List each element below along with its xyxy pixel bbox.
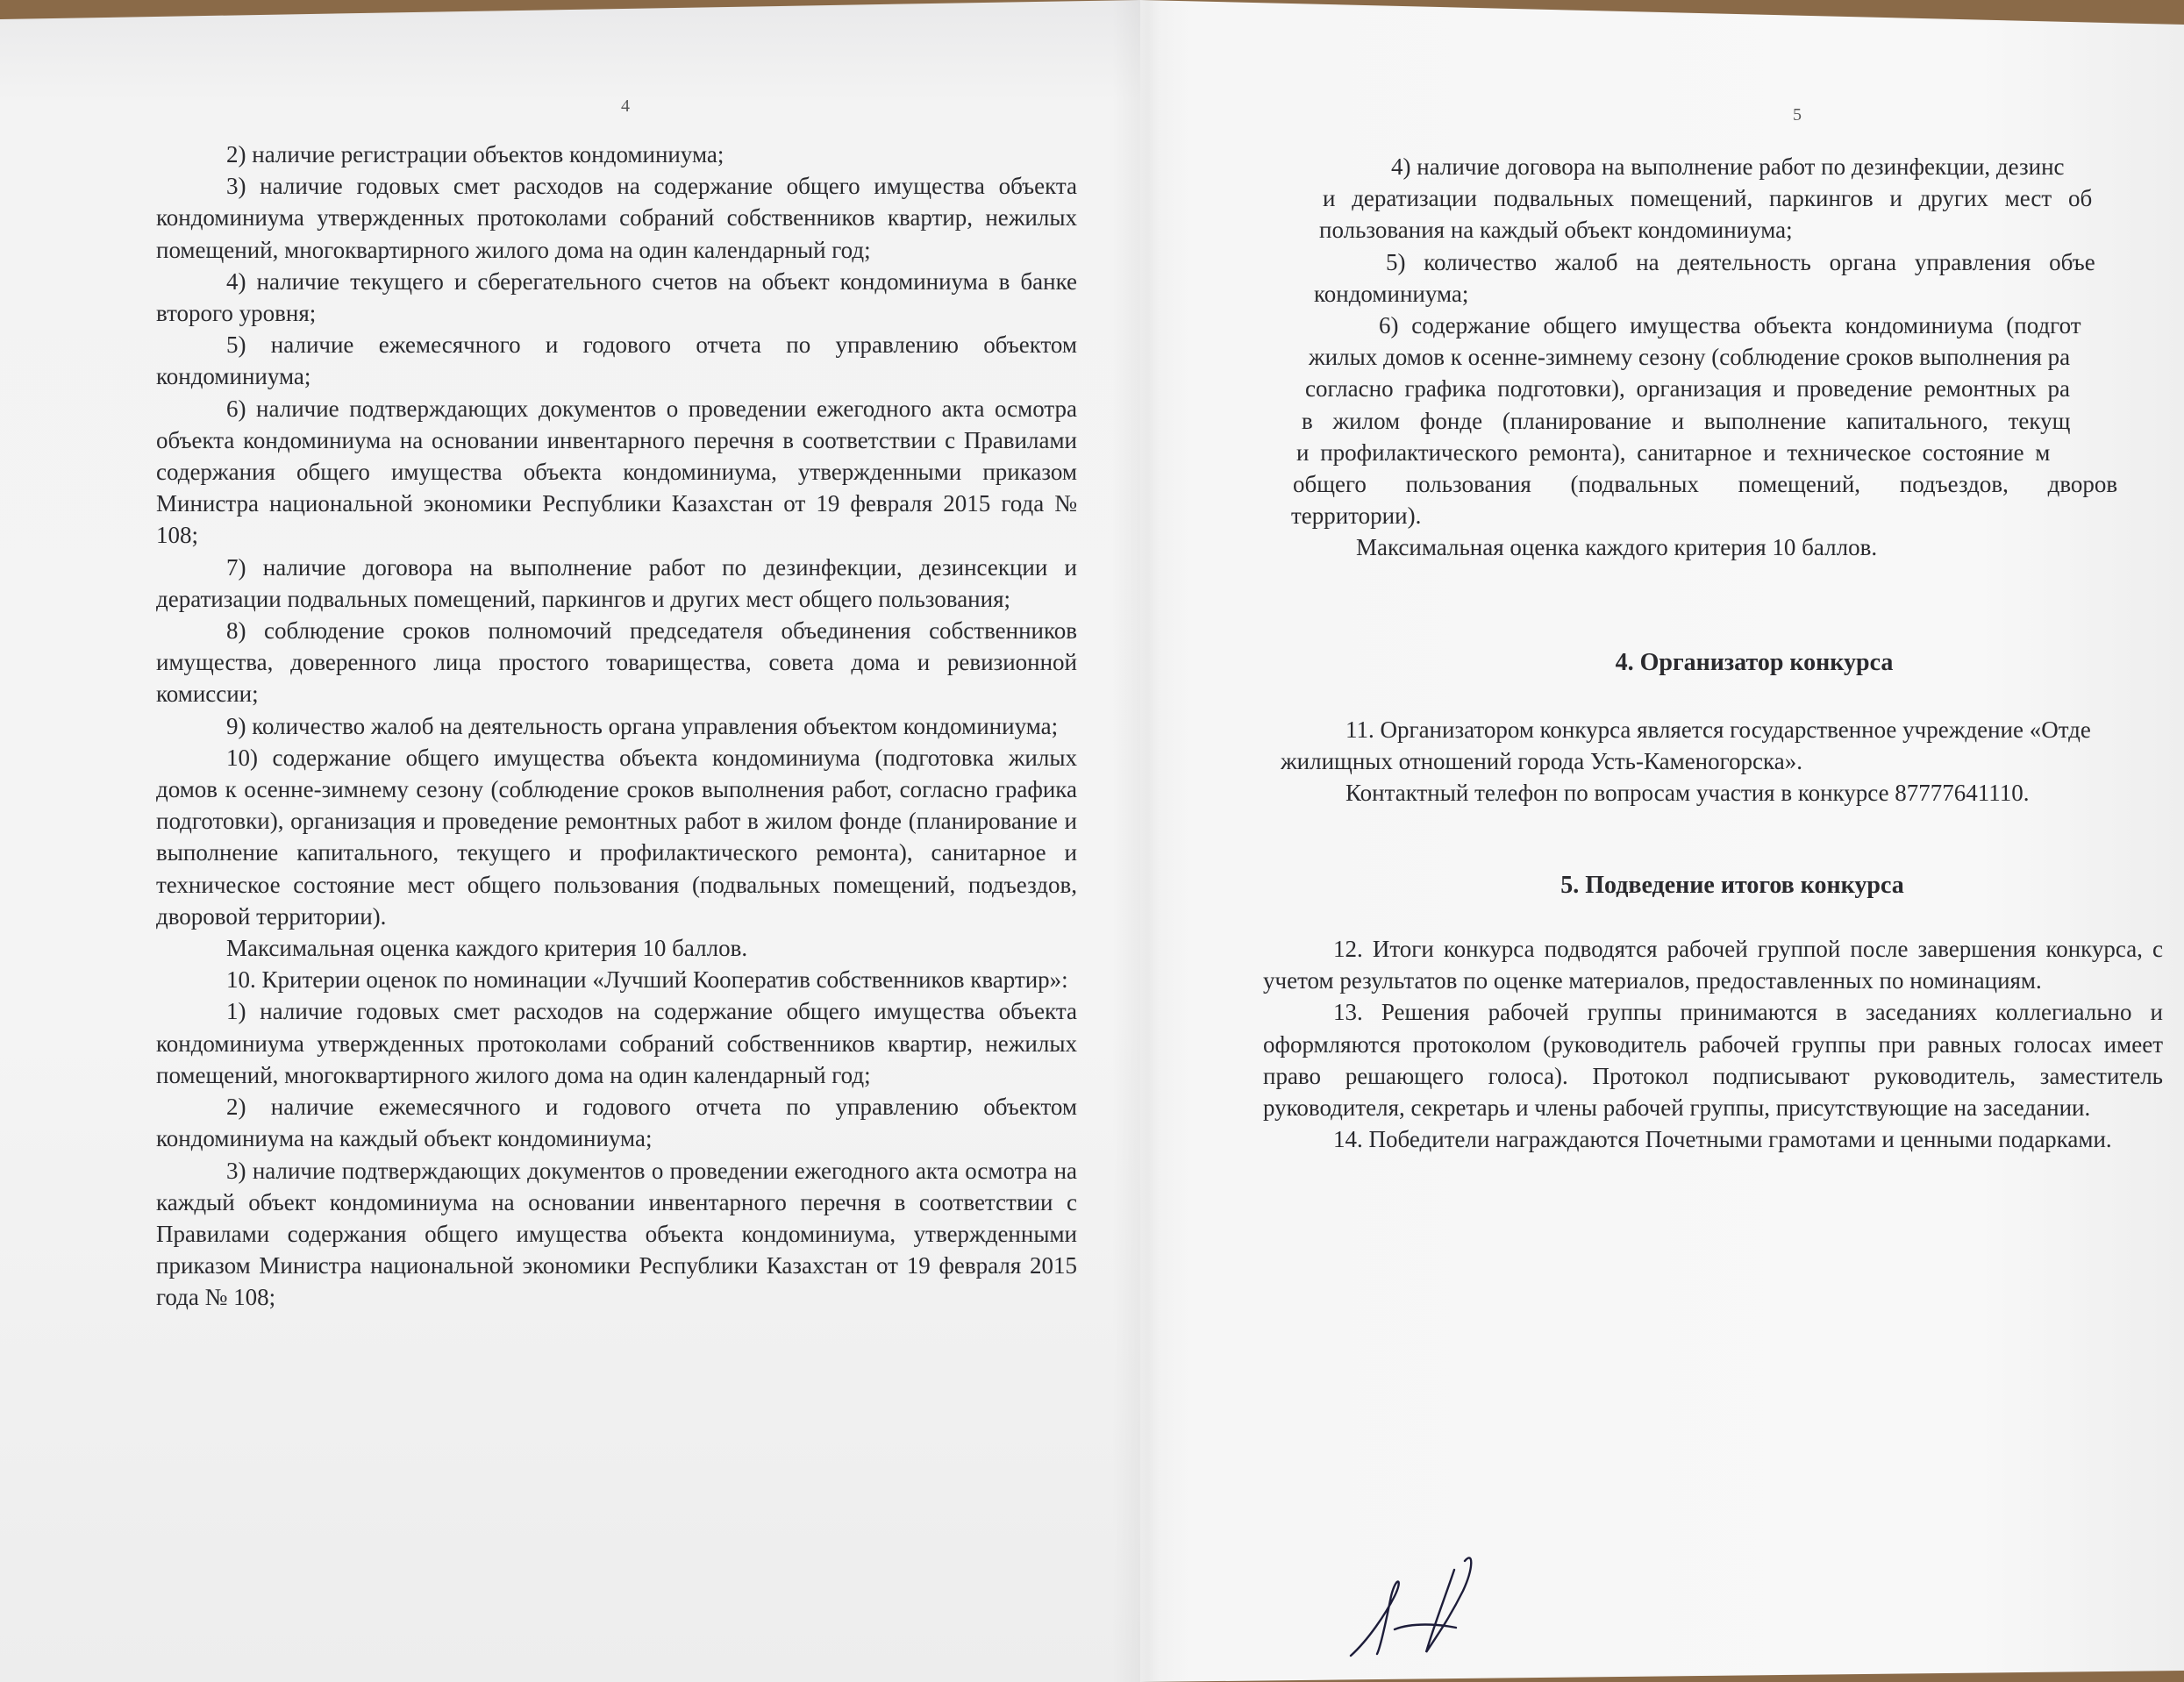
section-5-text <box>1263 933 2163 1155</box>
left-page-text <box>156 139 1077 1314</box>
paragraph: 8) соблюдение сроков полномочий председателя объединения собственников имущества, доверенного лица простого товарищества, совета дома и ревизионной комиссии; <box>156 617 1077 708</box>
paragraph: 2) наличие регистрации объектов кондоминиума; <box>226 141 724 167</box>
section-4-text <box>1281 714 2184 809</box>
left-page-number: 4 <box>621 96 630 116</box>
paragraph: Максимальная оценка каждого критерия 10 баллов. <box>226 935 748 962</box>
paragraph: 7) наличие договора на выполнение работ по дезинфекции, дезинсекции и дератизации подвальных помещений, паркингов и других мест общего пользования; <box>156 553 1077 612</box>
section-heading: 5. Подведение итогов конкурса <box>1560 872 1904 899</box>
text-line: 11. Организатором конкурса является государственное учреждение «Отде <box>1345 716 2091 743</box>
paragraph: 3) наличие годовых смет расходов на содержание общего имущества объекта кондоминиума утвержденных протоколами собраний собственников квартир, нежилых помещений, многоквартирного жилого дома на один календарный год; <box>156 173 1077 263</box>
text-line: территории). <box>1291 502 1422 530</box>
paragraph: 1) наличие годовых смет расходов на содержание общего имущества объекта кондоминиума утвержденных протоколами собраний собственников квартир, нежилых помещений, многоквартирного жилого дома на один календарный год; <box>156 998 1077 1088</box>
paragraph: 9) количество жалоб на деятельность органа управления объектом кондоминиума; <box>226 712 1059 739</box>
text-line: кондоминиума; <box>1314 280 1469 307</box>
text-line: 5) количество жалоб на деятельность органа управления объе <box>1386 248 2095 275</box>
paragraph: 5) наличие ежемесячного и годового отчета по управлению объектом кондоминиума; <box>156 331 1077 390</box>
text-line: 4) наличие договора на выполнение работ по дезинфекции, дезинс <box>1391 153 2065 180</box>
paragraph: 6) наличие подтверждающих документов о проведении ежегодного акта осмотра объекта кондоминиума на основании инвентарного перечня в соответствии с Правилами содержания общего имущества объекта кондоминиума, утвержденными приказом Министра национальной экономики Республики Казахстан от 19 февраля 2015 года № 108; <box>156 395 1077 549</box>
section-heading: 4. Организатор конкурса <box>1615 649 1894 676</box>
text-line: Максимальная оценка каждого критерия 10 баллов. <box>1356 534 1878 561</box>
text-line: и профилактического ремонта), санитарное и техническое состояние м <box>1296 438 2051 466</box>
right-page-text <box>1289 151 2184 564</box>
text-line: в жилом фонде (планирование и выполнение капитального, текущ <box>1302 407 2071 434</box>
paragraph: 13. Решения рабочей группы принимаются в заседаниях коллегиально и оформляются протоколом (руководитель рабочей группы при равных голосах имеет право решающего голоса). Протокол подписывают руководитель, заместитель руководителя, секретарь и члены рабочей группы, присутствующие на заседании. <box>1263 999 2163 1122</box>
section-4 <box>1289 649 2184 677</box>
text-line: Контактный телефон по вопросам участия в конкурсе 87777641110. <box>1345 780 2030 807</box>
book-gutter <box>1112 0 1191 1682</box>
text-line: жилищных отношений города Усть-Каменогорска». <box>1281 748 1802 775</box>
paragraph: 14. Победители награждаются Почетными грамотами и ценными подарками. <box>1333 1126 2112 1153</box>
text-line: жилых домов к осенне-зимнему сезону (соблюдение сроков выполнения ра <box>1309 344 2071 371</box>
signature <box>1342 1543 1500 1666</box>
section-5 <box>1263 872 2184 900</box>
text-line: общего пользования (подвальных помещений, подъездов, дворов <box>1293 471 2118 498</box>
paragraph: 4) наличие текущего и сберегательного счетов на объект кондоминиума в банке второго уровня; <box>156 267 1077 327</box>
text-line: 6) содержание общего имущества объекта кондоминиума (подгот <box>1379 312 2081 339</box>
text-line: согласно графика подготовки), организация и проведение ремонтных ра <box>1305 375 2071 403</box>
text-line: и дератизации подвальных помещений, паркингов и других мест об <box>1323 185 2093 212</box>
right-page-number: 5 <box>1793 105 1802 125</box>
paragraph: 12. Итоги конкурса подводятся рабочей группой после завершения конкурса, с учетом результатов по оценке материалов, предоставленных по номинациям. <box>1263 936 2163 994</box>
paragraph: 10) содержание общего имущества объекта кондоминиума (подготовка жилых домов к осенне-зимнему сезону (соблюдение сроков выполнения работ, согласно графика подготовки), организация и проведение ремонтных работ в жилом фонде (планирование и выполнение капитального, текущего и профилактического ремонта), санитарное и техническое состояние мест общего пользования (подвальных помещений, подъездов, дворовой территории). <box>156 744 1077 930</box>
text-line: пользования на каждый объект кондоминиума; <box>1319 217 1793 244</box>
paragraph: 10. Критерии оценок по номинации «Лучший Кооператив собственников квартир»: <box>226 966 1068 994</box>
paragraph: 2) наличие ежемесячного и годового отчета по управлению объектом кондоминиума на каждый объект кондоминиума; <box>156 1094 1077 1152</box>
paragraph: 3) наличие подтверждающих документов о проведении ежегодного акта осмотра на каждый объект кондоминиума на основании инвентарного перечня в соответствии с Правилами содержания общего имущества объекта кондоминиума, утвержденными приказом Министра национальной экономики Республики Казахстан от 19 февраля 2015 года № 108; <box>156 1157 1077 1311</box>
